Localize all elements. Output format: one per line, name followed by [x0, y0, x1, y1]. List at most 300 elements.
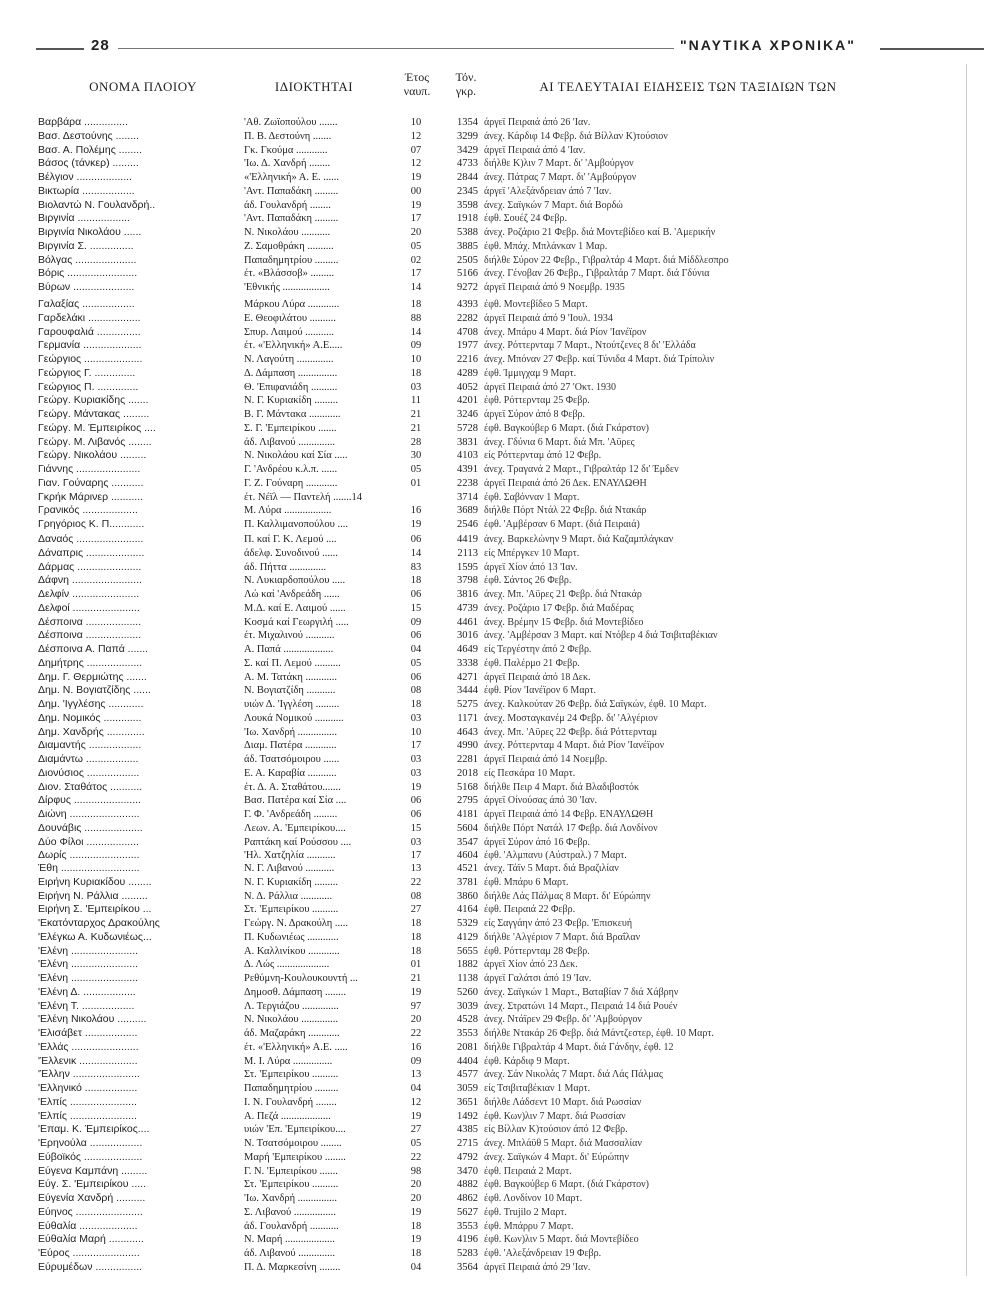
table-row [0, 890, 1000, 903]
year-built: 22 [410, 1028, 422, 1039]
table-row [0, 353, 1000, 366]
year-built: 04 [410, 1083, 422, 1094]
ship-name: Γερμανία .................... [38, 339, 142, 352]
ship-name: Δίρφυς ....................... [38, 794, 141, 807]
year-built: 21 [410, 409, 422, 420]
ship-name: 'Έλλην ....................... [38, 1068, 140, 1081]
table-row [0, 876, 1000, 889]
latest-news: άργεϊ Πειραιά άπό 9 'Ιουλ. 1934 [484, 312, 613, 324]
gross-tons: 4521 [457, 863, 478, 874]
gross-tons: 4882 [457, 1179, 478, 1191]
year-built: 17 [410, 213, 422, 225]
latest-news: έφθ. 'Αλμπανυ (Αύστραλ.) 7 Μαρτ. [484, 850, 627, 862]
table-row [0, 836, 1000, 849]
table-row [0, 712, 1000, 725]
gross-tons: 4052 [457, 381, 478, 393]
gross-tons: 5655 [457, 945, 478, 957]
table-row [0, 1220, 1000, 1233]
ship-name: Ειρήνη Σ. 'Εμπειρίκου ... [38, 903, 152, 916]
ship-name: Δημήτρης ................... [38, 656, 143, 669]
gross-tons: 2505 [457, 254, 478, 266]
gross-tons: 3564 [457, 1261, 478, 1273]
latest-news: διήλθε 'Αλγέριον 7 Μαρτ. διά Βραΐλαν [484, 931, 641, 943]
gross-tons: 4103 [457, 450, 478, 462]
year-built: 16 [410, 505, 422, 517]
owner: Ν. Τσατσόμοιρου ........ [244, 1138, 342, 1149]
owner: Βασ. Πατέρα καί Σία .... [244, 795, 347, 807]
latest-news: άργεϊ Πειραιά άπό 14 Φεβρ. ΕΝΑΥΛΩΘΗ [484, 809, 654, 820]
owner: Γ. Ζ. Γούναρη ............ [244, 477, 338, 489]
latest-news: άργεϊ Πειραιά άπό 26 'Ιαν. [484, 117, 591, 128]
owner: έτ. Μιχαλινού ........... [244, 630, 335, 642]
ship-name: Γαρουφαλιά ............... [38, 325, 141, 338]
owner: 'Αντ. Παπαδάκη ......... [244, 185, 339, 197]
owner: Α. Καλλινίκου ............ [244, 945, 340, 957]
year-built: 18 [410, 945, 422, 957]
gross-tons: 2081 [457, 1041, 478, 1053]
gross-tons: 4271 [457, 671, 478, 683]
column-header-year-sub: ναυπ. [403, 84, 431, 98]
gross-tons: 3714 [457, 491, 478, 503]
year-built: 09 [410, 340, 422, 352]
latest-news: άνεχ. Μπ. 'Αϋρες 22 Φεβρ. διά Ρόττερνταμ [484, 726, 658, 738]
owner: «'Ελληνική» Α. Ε. ...... [244, 172, 340, 183]
ship-name: Εύηνος ....................... [38, 1205, 143, 1218]
ship-name: Δουνάβις .................... [38, 821, 143, 834]
year-built: 03 [410, 754, 422, 765]
column-header-year-label: Έτος [405, 70, 429, 84]
owner: έτ. Νέϊλ — Παντελή .......14 [244, 491, 362, 503]
year-built: 06 [410, 671, 422, 683]
ship-name: Βιολαντώ Ν. Γουλανδρή.. [38, 198, 156, 211]
gross-tons: 4393 [457, 299, 478, 310]
ship-name: Διον. Σταθάτος ........... [38, 780, 143, 793]
year-built: 27 [410, 1124, 422, 1136]
year-built: 14 [410, 547, 422, 559]
table-row [0, 1013, 1000, 1026]
table-row [0, 212, 1000, 225]
latest-news: άργεϊ 'Αλεξάνδρειαν άπό 7 'Ιαν. [484, 185, 612, 197]
latest-news: έφθ. Σάντος 26 Φεβρ. [484, 575, 572, 587]
year-built: 14 [410, 282, 422, 293]
gross-tons: 1918 [457, 213, 478, 225]
latest-news: έφθ. Βαγκούβερ 6 Μαρτ. (διά Γκάρστον) [484, 1179, 649, 1191]
gross-tons: 4649 [457, 644, 478, 655]
column-header-owners: ΙΔΙΟΚΤΗΤΑΙ [274, 79, 354, 94]
table-row [0, 185, 1000, 198]
ship-name: Βασ. Δεστούνης ........ [38, 129, 139, 142]
year-built: 18 [410, 1220, 422, 1232]
owner: Σ. Λιβανού ................ [244, 1206, 336, 1218]
table-row [0, 862, 1000, 875]
year-built: 03 [410, 767, 422, 779]
owner: Ι. Ν. Γουλανδρή ........ [244, 1096, 337, 1108]
year-built: 09 [410, 616, 422, 628]
ship-name: Δύο Φίλοι .................. [38, 835, 139, 848]
ship-name: 'Ερηνούλα .................. [38, 1137, 143, 1149]
latest-news: άνεχ. Πάτρας 7 Μαρτ. δι' 'Αμβούργον [484, 172, 637, 183]
latest-news: άνεχ. Κάρδιφ 14 Φεβρ. διά Βίλλαν Κ)τούσιον [484, 130, 668, 142]
year-built: 11 [410, 395, 422, 407]
ship-name: Δέσποινα ................... [38, 615, 142, 628]
gross-tons: 4289 [457, 367, 478, 379]
table-row [0, 312, 1000, 325]
latest-news: είς Πεσκάρα 10 Μαρτ. [484, 767, 576, 779]
owner: 'Εθνικής .................. [244, 282, 330, 293]
year-built: 12 [410, 130, 422, 142]
gross-tons: 4862 [457, 1193, 478, 1204]
gross-tons: 4404 [457, 1055, 478, 1067]
latest-news: άργεϊ Πειραιά άπό 26 Δεκ. ΕΝΑΥΛΩΘΗ [484, 477, 647, 489]
latest-news: διήλθε Πόρτ Νατάλ 17 Φεβρ. διά Λονδίνον [484, 822, 658, 834]
gross-tons: 1977 [457, 340, 478, 352]
ship-name: Διώνη ........................ [38, 808, 140, 820]
gross-tons: 3444 [457, 685, 478, 697]
owner: 'Αντ. Παπαδάκη ......... [244, 213, 339, 225]
gross-tons: 5260 [457, 986, 478, 998]
table-row [0, 767, 1000, 780]
owner: 'Ιω. Χανδρή ............... [244, 1193, 338, 1204]
gross-tons: 4391 [457, 464, 478, 475]
table-row [0, 726, 1000, 739]
gross-tons: 1882 [457, 959, 478, 971]
year-built: 19 [410, 172, 422, 183]
ship-name: Εύθαλία .................... [38, 1219, 138, 1232]
owner: Δ. Λώς .................... [244, 959, 330, 971]
ship-name: Γεώργ. Κυριακίδης ....... [38, 394, 149, 407]
latest-news: διήλθε Λάδσεντ 10 Μαρτ. διά Ρωσσίαν [484, 1096, 642, 1108]
latest-news: άργεϊ Γαλάτσι άπό 19 'Ιαν. [484, 973, 592, 984]
year-built: 08 [410, 685, 422, 697]
table-row [0, 240, 1000, 253]
table-row [0, 436, 1000, 449]
table-row [0, 588, 1000, 601]
table-row [0, 1123, 1000, 1136]
latest-news: έφθ. Κων)λιν 5 Μαρτ. διά Μοντεβίδεο [484, 1234, 639, 1246]
year-built: 28 [410, 436, 422, 448]
year-built: 05 [410, 464, 422, 475]
owner: Στ. 'Εμπειρίκου .......... [244, 904, 339, 916]
ship-name: 'Ελπίς ....................... [38, 1109, 137, 1122]
column-header-tons [440, 70, 492, 98]
ship-name: Γρηγόριος Κ. Π............ [38, 518, 145, 530]
latest-news: άνεχ. Σαϊγκών 4 Μαρτ. δι' Εύρώπην [484, 1151, 629, 1163]
year-built: 22 [410, 1151, 422, 1163]
table-row [0, 1206, 1000, 1219]
year-built: 19 [410, 986, 422, 998]
table-row [0, 171, 1000, 184]
gross-tons: 5388 [457, 227, 478, 238]
table-row [0, 574, 1000, 587]
latest-news: διήλθε Ντακάρ 26 Φεβρ. διά Μάντζεστερ, έφθ. 10 Μαρτ. [484, 1028, 714, 1039]
latest-news: έφθ. Ρίον 'Ιανέϊρον 6 Μαρτ. [484, 685, 596, 697]
table-row [0, 945, 1000, 958]
latest-news: άργεϊ Πειραιά άπό 9 Νοεμβρ. 1935 [484, 282, 625, 293]
ship-name: Γαλαξίας .................. [38, 298, 135, 310]
owner: Π. Β. Δεστούνη ....... [244, 130, 332, 142]
year-built: 20 [410, 1193, 422, 1204]
table-row [0, 422, 1000, 435]
year-built: 05 [410, 1138, 422, 1149]
year-built: 05 [410, 240, 422, 252]
owner: έτ. «'Ελληνική» Α.Ε..... [244, 340, 343, 352]
owner: Ν. Νικολάου καί Σία ..... [244, 450, 348, 462]
gross-tons: 3246 [457, 409, 478, 420]
table-row [0, 326, 1000, 339]
table-row [0, 1233, 1000, 1246]
owner: έτ. «Βλάσσοβ» ......... [244, 268, 335, 280]
table-row [0, 986, 1000, 999]
gross-tons: 5627 [457, 1206, 478, 1218]
owner: Κοσμά καί Γεωργιλή ..... [244, 616, 349, 628]
latest-news: άνεχ. 'Αμβέρσαν 3 Μαρτ. καί Ντόβερ 4 διά Τσιβιταβέκιαν [484, 630, 718, 642]
table-row [0, 1261, 1000, 1274]
latest-news: άνεχ. Ροζάριο 21 Φεβρ. διά Μοντεβίδεο καί Β. 'Αμερικήν [484, 227, 716, 238]
latest-news: άργεϊ Πειραιά άπό 27 'Οκτ. 1930 [484, 381, 617, 393]
column-headers [0, 70, 1000, 110]
owner: Σ. καί Π. Λεμού .......... [244, 657, 341, 669]
ship-name: Βύρων ..................... [38, 281, 135, 293]
table-row [0, 849, 1000, 862]
owner: Π. Δ. Μαρκεσίνη ........ [244, 1261, 341, 1273]
owner: Γκ. Γκούμα ............ [244, 144, 328, 156]
owner: άδ. Λιβανού .............. [244, 436, 335, 448]
latest-news: άνεχ. Γένοβαν 26 Φεβρ., Γιβραλτάρ 7 Μαρτ. διά Γδύνια [484, 268, 710, 280]
ship-name: Δωρίς ........................ [38, 849, 140, 862]
table-row [0, 339, 1000, 352]
year-built: 18 [410, 575, 422, 587]
latest-news: είς Σαγγάην άπό 23 Φεβρ. 'Επισκευή [484, 918, 633, 929]
gross-tons: 2345 [457, 185, 478, 197]
year-built: 98 [410, 1165, 422, 1177]
ship-name: Δημ. Νομικός ............. [38, 711, 142, 724]
gross-tons: 4419 [457, 534, 478, 545]
gross-tons: 3299 [457, 130, 478, 142]
gross-tons: 5168 [457, 781, 478, 793]
gross-tons: 2238 [457, 477, 478, 489]
gross-tons: 3338 [457, 657, 478, 669]
owner: Ν. Γ. Κυριακίδη ......... [244, 395, 339, 407]
gross-tons: 1492 [457, 1110, 478, 1122]
owner: 'Ηλ. Χατζηλία ........... [244, 850, 336, 862]
latest-news: είς Τσιβιταβέκιαν 1 Μαρτ. [484, 1083, 591, 1094]
ship-name: Γιάννης ...................... [38, 463, 141, 475]
gross-tons: 4643 [457, 726, 478, 738]
owner: Ραπτάκη καί Ρούσσου .... [244, 836, 352, 848]
table-row [0, 1151, 1000, 1164]
ship-name: Δάναπρις .................... [38, 546, 145, 559]
owner: Α. Μ. Τατάκη ............ [244, 671, 338, 683]
ship-name: Γιαν. Γούναρης ........... [38, 476, 144, 489]
gross-tons: 2795 [457, 795, 478, 807]
year-built: 01 [410, 959, 422, 971]
year-built: 15 [410, 822, 422, 834]
year-built: 00 [410, 185, 422, 197]
ship-name: Δημ. Γ. Θερμιώτης ....... [38, 670, 147, 683]
table-row [0, 602, 1000, 615]
table-row [0, 254, 1000, 267]
table-row [0, 281, 1000, 294]
gross-tons: 3885 [457, 240, 478, 252]
latest-news: έφθ. Μπάρυ 6 Μαρτ. [484, 876, 569, 888]
year-built: 18 [410, 367, 422, 379]
year-built: 16 [410, 1041, 422, 1053]
ship-name: 'Ελλάς ....................... [38, 1040, 139, 1053]
ship-name: Δέσποινα Α. Παπά ....... [38, 643, 149, 655]
owner: 'Ιω. Χανδρή ............... [244, 726, 338, 738]
latest-news: έφθ. Ίμμιγχαμ 9 Μαρτ. [484, 367, 577, 379]
table-row [0, 753, 1000, 766]
ship-name: Γκρήκ Μάρινερ ........... [38, 490, 144, 503]
owner: Σ. Γ. 'Εμπειρίκου ....... [244, 422, 337, 434]
ship-name: Ειρήνη Ν. Ράλλια ......... [38, 889, 148, 902]
gross-tons: 3547 [457, 836, 478, 848]
gross-tons: 3598 [457, 199, 478, 211]
table-row [0, 629, 1000, 642]
owner: Ν. Νικολάου .............. [244, 1014, 338, 1026]
latest-news: διήλθε Πόρτ Ντάλ 22 Φεβρ. διά Ντακάρ [484, 505, 647, 517]
latest-news: είς Βίλλαν Κ)τούσιον άπό 12 Φεβρ. [484, 1124, 628, 1136]
table-row [0, 643, 1000, 656]
latest-news: έφθ. Κάρδιφ 9 Μαρτ. [484, 1055, 570, 1067]
owner: άδ. Γουλανδρή ........ [244, 199, 331, 211]
ship-name: 'Ελένη ....................... [38, 958, 139, 971]
owner: Ν. Νικολάου ........... [244, 227, 331, 238]
latest-news: έφθ. Σαβόνναν 1 Μαρτ. [484, 491, 580, 503]
latest-news: έφθ. Παλέρμο 21 Φεβρ. [484, 657, 580, 669]
table-row [0, 491, 1000, 504]
owner: άδ. Γουλανδρή ........... [244, 1220, 339, 1232]
ship-name: 'Ελληνικό .................. [38, 1082, 138, 1094]
ship-name: Γρανικός ................... [38, 504, 138, 517]
table-row [0, 1110, 1000, 1123]
ship-name: Δελφοί ....................... [38, 601, 140, 614]
column-header-latest-news: ΑΙ ΤΕΛΕΥΤΑΙΑΙ ΕΙΔΗΣΕΙΣ ΤΩΝ ΤΑΞΙΔΙΩΝ ΤΩΝ [539, 79, 837, 94]
gross-tons: 4164 [457, 904, 478, 916]
table-row [0, 739, 1000, 752]
year-built: 03 [410, 836, 422, 848]
owner: Ρεθύμνη-Κουλουκουντή ... [244, 973, 358, 984]
latest-news: άνεχ. Σαϊγκών 1 Μαρτ., Βαταβίαν 7 διά Χάβρην [484, 986, 679, 998]
ship-name: Γεώργιος Γ. .............. [38, 366, 136, 379]
year-built: 02 [410, 254, 422, 266]
latest-news: άργεϊ Σύρον άπό 16 Φεβρ. [484, 836, 591, 848]
table-row [0, 298, 1000, 311]
ship-name: 'Ελένη ....................... [38, 972, 139, 984]
owner: άδελφ. Συνοδινού ...... [244, 547, 338, 559]
table-row [0, 1068, 1000, 1081]
latest-news: είς Ρόττερνταμ άπό 12 Φεβρ. [484, 450, 602, 462]
year-built: 21 [410, 973, 422, 984]
year-built: 07 [410, 144, 422, 156]
gross-tons: 3553 [457, 1220, 478, 1232]
owner: έτ. «'Ελληνική» Α.Ε. ..... [244, 1041, 348, 1053]
latest-news: έφθ. Μοντεβίδεο 5 Μαρτ. [484, 299, 588, 310]
ship-name: Δημ. Ν. Βογιατζίδης ...... [38, 684, 151, 697]
gross-tons: 4708 [457, 326, 478, 338]
owner: άδ. Μαζαράκη ............ [244, 1028, 340, 1039]
table-row [0, 698, 1000, 711]
ship-name: Εύγενα Καμπάνη ......... [38, 1164, 148, 1177]
ship-name: 'Επαμ. Κ. Έμπειρίκος.... [38, 1123, 150, 1136]
year-built: 13 [410, 1069, 422, 1081]
ship-name: 'Εκατόνταρχος Δρακούλης [38, 917, 160, 929]
owner: Β. Γ. Μάντακα ............ [244, 409, 341, 420]
latest-news: άργεϊ Πειραιά άπό 29 'Ιαν. [484, 1261, 591, 1273]
latest-news: άνεχ. Γδύνια 6 Μαρτ. διά Μπ. 'Αϋρες [484, 436, 635, 448]
owner: υιών 'Επ. 'Εμπειρίκου.... [244, 1124, 346, 1136]
gross-tons: 5329 [457, 918, 478, 929]
gross-tons: 4604 [457, 850, 478, 862]
ship-name: Βιργινία Νικολάου ...... [38, 226, 142, 238]
ship-name: Βόλγας ..................... [38, 253, 137, 266]
ship-name: Ειρήνη Κυριακίδου ........ [38, 875, 152, 888]
latest-news: άνεχ. Μοσταγκανέμ 24 Φεβρ. δι' 'Αλγέριον [484, 712, 658, 724]
owner: υιών Δ. 'Ιγγλέση ......... [244, 699, 340, 710]
latest-news: άργεϊ Σύρον άπό 8 Φεβρ. [484, 409, 586, 420]
owner: Ν. Βογιατζίδη ........... [244, 685, 336, 697]
latest-news: άνεχ. Ντάϊρεν 29 Φεβρ. δι' 'Αμβούργον [484, 1014, 642, 1026]
gross-tons: 3429 [457, 144, 478, 156]
ship-name: Δέσποινα ................... [38, 629, 142, 642]
table-row [0, 1096, 1000, 1109]
table-row [0, 684, 1000, 697]
latest-news: άνεχ. Σαϊγκών 7 Μαρτ. διά Βορδώ [484, 199, 623, 211]
ship-name: Γεώργ. Μάντακας ......... [38, 408, 150, 420]
gross-tons: 4181 [457, 809, 478, 820]
year-built: 17 [410, 850, 422, 862]
latest-news: έφθ. Ρόττερνταμ 25 Φεβρ. [484, 395, 590, 407]
table-row [0, 972, 1000, 985]
year-built: 17 [410, 268, 422, 280]
latest-news: έφθ. Βαγκούβερ 6 Μαρτ. (διά Γκάρστον) [484, 422, 649, 434]
owner: Παπαδημητρίου ......... [244, 1083, 339, 1094]
latest-news: άνεχ. Σάν Νικολάς 7 Μαρτ. διά Λάς Πάλμας [484, 1069, 663, 1081]
year-built: 03 [410, 381, 422, 393]
year-built: 88 [410, 312, 422, 324]
gross-tons: 1171 [457, 712, 478, 724]
year-built: 06 [410, 630, 422, 642]
gross-tons: 5166 [457, 268, 478, 280]
ship-name: Βέλγιον ................... [38, 171, 132, 183]
header-rule [118, 48, 674, 49]
year-built: 10 [410, 117, 422, 128]
gross-tons: 3798 [457, 575, 478, 587]
gross-tons: 2216 [457, 354, 478, 365]
ship-name: Γεώργιος Π. .............. [38, 380, 139, 393]
latest-news: άνεχ. Βαρκελώνην 9 Μαρτ. διά Καζαμπλάγκαν [484, 534, 674, 545]
owner: Λεων. Α. 'Εμπειρίκου.... [244, 822, 346, 834]
latest-news: έφθ. Μπάρρυ 7 Μαρτ. [484, 1220, 574, 1232]
ship-name: Βιργινία Σ. ............... [38, 239, 134, 252]
gross-tons: 5604 [457, 822, 478, 834]
journal-title: "ΝΑΥΤΙΚΑ ΧΡΟΝΙΚΑ" [680, 37, 856, 53]
latest-news: διήλθε Κ)λιν 7 Μαρτ. δι' 'Αμβούργον [484, 158, 634, 170]
year-built: 13 [410, 863, 422, 874]
year-built: 17 [410, 740, 422, 752]
gross-tons: 4792 [457, 1151, 478, 1163]
table-row [0, 1082, 1000, 1095]
gross-tons: 2715 [457, 1138, 478, 1149]
owner: άδ. Λιβανού .............. [244, 1248, 335, 1259]
year-built: 19 [410, 1206, 422, 1218]
table-row [0, 1055, 1000, 1068]
year-built: 19 [410, 199, 422, 211]
table-row [0, 1178, 1000, 1191]
ship-name: Εύρυμέδων ................ [38, 1260, 143, 1273]
year-built: 06 [410, 589, 422, 600]
year-built: 97 [410, 1000, 422, 1012]
